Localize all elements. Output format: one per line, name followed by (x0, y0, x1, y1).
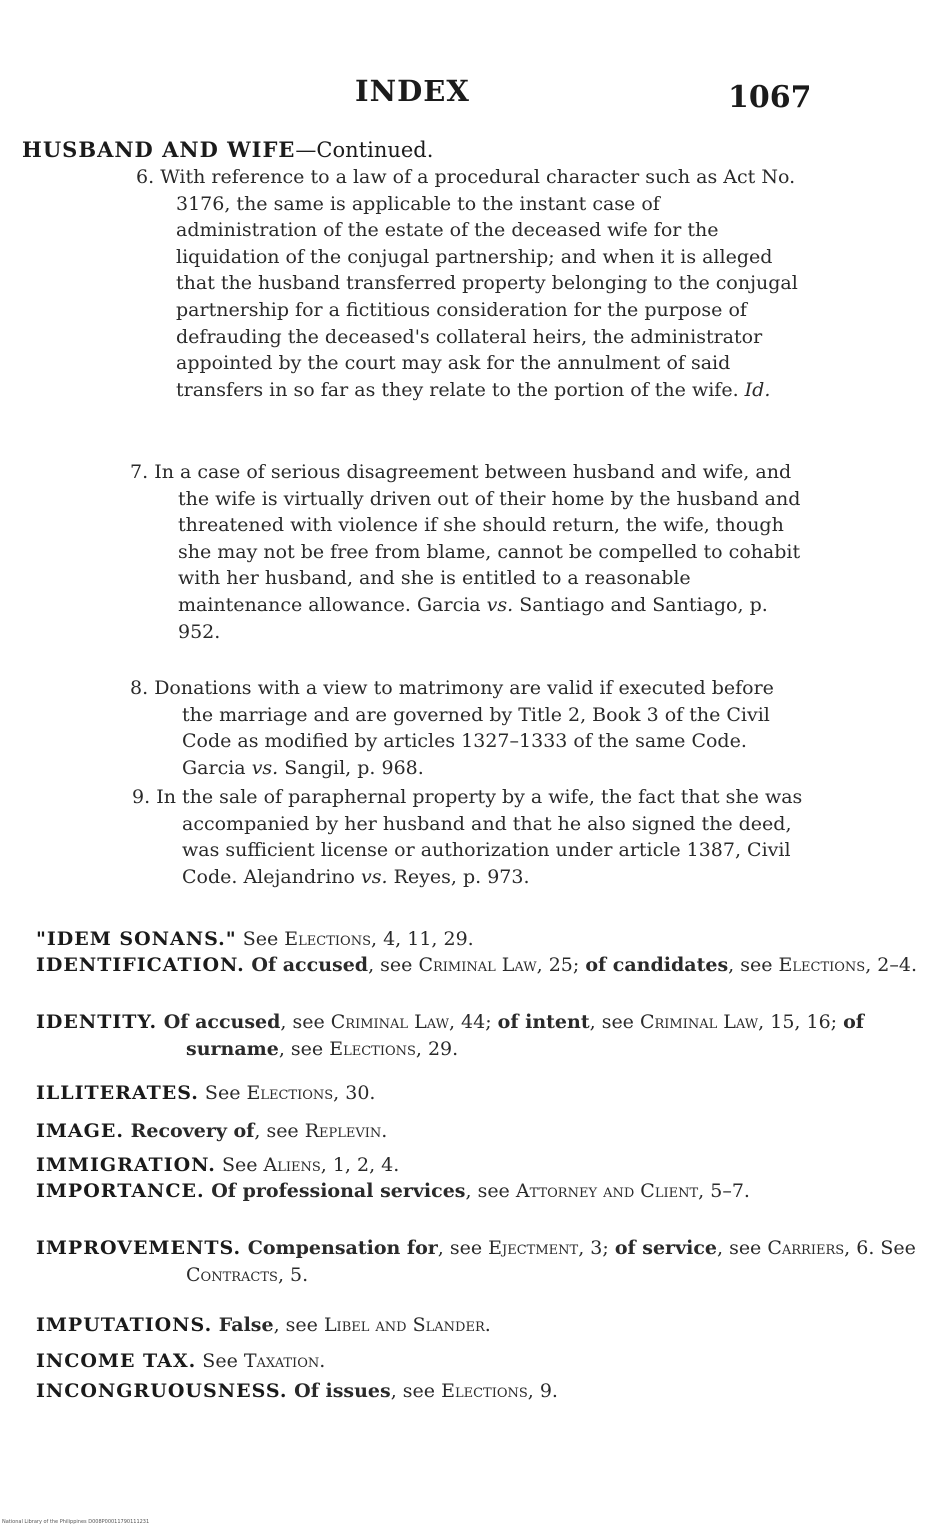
entry-text: , see (589, 1011, 640, 1033)
entry-text: , see (465, 1180, 516, 1202)
entry-text: , see (716, 1237, 768, 1259)
entry-qualifier: of intent (497, 1011, 590, 1033)
subentry-vs: vs. (251, 756, 279, 779)
entry-term: IDENTIFICATION. (36, 954, 245, 976)
cross-reference: Criminal Law (418, 954, 537, 976)
entry-text: , 2–4. (865, 954, 918, 976)
subentry-citation: Reyes, p. 973. (393, 865, 530, 888)
index-entry (36, 1348, 934, 1375)
entry-text: , see (728, 954, 779, 976)
entry-text: , 5. (277, 1264, 309, 1286)
page-number: 1067 (728, 80, 812, 115)
entry-text: , see (273, 1314, 324, 1336)
index-entry (36, 1235, 934, 1289)
subentry-vs: vs. (361, 865, 388, 888)
cross-reference: Carriers (767, 1237, 845, 1259)
entry-text: . (319, 1350, 326, 1372)
entry-text: , see (254, 1120, 305, 1142)
entry-qualifier: Of professional services (204, 1180, 466, 1202)
entry-term: IMPUTATIONS. (36, 1314, 213, 1336)
entry-text: , 44; (448, 1011, 498, 1033)
index-entry (36, 1009, 934, 1063)
entry-text: See (236, 928, 285, 950)
subentry-text: With reference to a law of a procedural character such as Act No. 3176, the same is applicable to the instant case of administration of the estate of the deceased wife for the liquidation of the conjugal partnership; and when it is alleged that the husband transferred property belonging to the conjugal partnership for a fictitious consideration for the purpose of defrauding the deceased's collateral heirs, the administrator appointed by the court may ask for the annulment of said transfers in so far as they relate to the portion of the wife. (160, 166, 798, 401)
cross-reference: Elections (329, 1038, 416, 1060)
subentry-cite: Id. (744, 378, 771, 401)
continued-heading (22, 138, 433, 162)
cross-reference: Elections (246, 1082, 334, 1104)
index-entry (36, 1152, 934, 1179)
cross-reference: Attorney and Client (515, 1180, 699, 1202)
cross-reference: Taxation (243, 1350, 320, 1372)
footer-credit: National Library of the Philippines D008P00011790111231 (2, 1519, 150, 1525)
entry-text: , 30. (333, 1082, 376, 1104)
entry-qualifier: of service (614, 1237, 717, 1259)
entry-qualifier: Recovery of (123, 1120, 255, 1142)
entry-text: , see (278, 1038, 330, 1060)
subentry-8 (130, 675, 810, 781)
entry-qualifier: of candidates (585, 954, 729, 976)
entry-text: See (215, 1154, 264, 1176)
page-title: INDEX (355, 74, 470, 108)
entry-qualifier: of surname (186, 1011, 864, 1060)
entry-text: See (196, 1350, 244, 1372)
entry-term: INCOME TAX. (36, 1350, 197, 1372)
subentry-7 (130, 459, 806, 645)
subentry-citation: Sangil, p. 968. (284, 756, 424, 779)
index-entry (36, 926, 934, 953)
entry-text: . (484, 1314, 491, 1336)
entry-text: , see (368, 954, 419, 976)
subentry-text: In a case of serious disagreement between husband and wife, and the wife is virtually driven out of their home by the husband and threatened with violence if she should return, the wife, though she may not be free from blame, cannot be compelled to cohabit with her husband, and she is entitled to a reasonable maintenance allowance. Garcia (154, 461, 801, 616)
subentry-6 (136, 164, 802, 403)
subentry-number: 9. (132, 786, 151, 808)
subentry-text: Donations with a view to matrimony are valid if executed before the marriage and are governed by Title 2, Book 3 of the Civil Code as modified by articles 1327–1333 of the same Code. Garcia (154, 677, 774, 779)
index-entry (36, 1178, 934, 1205)
entry-text: , 3; (578, 1237, 615, 1259)
entry-text: , see (280, 1011, 331, 1033)
index-entry (36, 1312, 934, 1339)
cross-reference: Elections (441, 1380, 528, 1402)
index-entry (36, 1118, 934, 1145)
entry-text: , 9. (527, 1380, 558, 1402)
entry-text: , 4, 11, 29. (370, 928, 474, 950)
entry-text: . (381, 1120, 388, 1142)
subentry-9 (132, 784, 810, 890)
entry-term: IMPORTANCE. (36, 1180, 205, 1202)
subentry-citation: Santiago and Santiago, p. 952. (178, 593, 768, 643)
cross-reference: Criminal Law (330, 1011, 449, 1033)
entry-text: , 25; (536, 954, 586, 976)
cross-reference: Contracts (186, 1264, 278, 1286)
entry-text: , 5–7. (698, 1180, 750, 1202)
cross-reference: Libel and Slander (323, 1314, 485, 1336)
index-entry (36, 1080, 934, 1107)
entry-term: IMAGE. (36, 1120, 124, 1142)
entry-text: , 15, 16; (758, 1011, 844, 1033)
entry-qualifier: False (212, 1314, 274, 1336)
cross-reference: Aliens (263, 1154, 321, 1176)
subentry-vs: vs. (486, 593, 514, 616)
cross-reference: Criminal Law (639, 1011, 759, 1033)
entry-qualifier: Compensation for (241, 1237, 438, 1259)
subentry-number: 8. (130, 677, 149, 699)
entry-term: IDENTITY. (36, 1011, 158, 1033)
entry-term: INCONGRUOUSNESS. (36, 1380, 288, 1402)
subentry-number: 7. (130, 461, 149, 483)
entry-text: , 6. See (844, 1237, 916, 1259)
entry-term: ILLITERATES. (36, 1082, 199, 1104)
entry-text: , 1, 2, 4. (320, 1154, 400, 1176)
cross-reference: Ejectment (488, 1237, 579, 1259)
entry-text: See (198, 1082, 247, 1104)
entry-text: , 29. (415, 1038, 459, 1060)
cross-reference: Elections (284, 928, 371, 950)
entry-text: , see (390, 1380, 442, 1402)
subentry-number: 6. (136, 166, 155, 188)
entry-term: IMMIGRATION. (36, 1154, 216, 1176)
entry-qualifier: Of accused (244, 954, 369, 976)
entry-term: IMPROVEMENTS. (36, 1237, 242, 1259)
entry-qualifier: Of accused (157, 1011, 281, 1033)
index-entry (36, 1378, 934, 1405)
entry-text: , see (437, 1237, 489, 1259)
cross-reference: Elections (778, 954, 866, 976)
cross-reference: Replevin (304, 1120, 382, 1142)
index-entry (36, 952, 934, 979)
continued-headword: HUSBAND AND WIFE (22, 137, 296, 162)
entry-term: "IDEM SONANS." (36, 928, 237, 950)
continued-suffix: —Continued. (295, 138, 434, 162)
subentry-text: In the sale of paraphernal property by a wife, the fact that she was accompanied by her husband and that he also signed the deed, was sufficient license or authorization under article 1387, Civil Code. Alejandrino (156, 786, 803, 888)
entry-qualifier: Of issues (287, 1380, 391, 1402)
